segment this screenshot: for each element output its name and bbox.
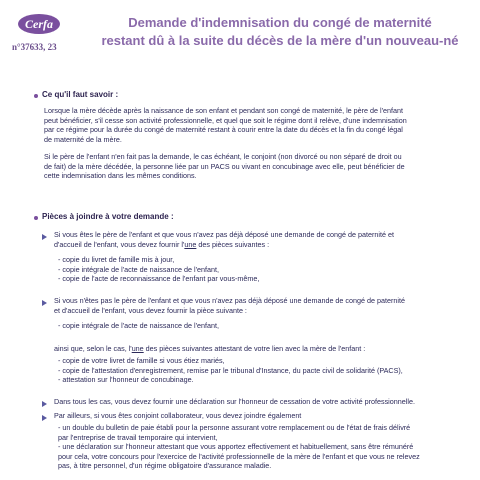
block1-line1: Si vous êtes le père de l'enfant et que vous n'avez pas déjà déposé une demande de congé de paternité et: [54, 230, 395, 239]
list-item: - un double du bulletin de paie établi pour la personne assurant votre remplacement ou de l'état de frais délivré: [58, 423, 411, 432]
list-item: pas, à titre personnel, d'un régime obligatoire d'assurance maladie.: [58, 461, 272, 471]
arrow-icon: [42, 415, 47, 421]
block2-line1: Si vous n'êtes pas le père de l'enfant et que vous n'avez pas déjà déposé une demande de congé de paternité: [54, 296, 405, 305]
block1-list: [58, 255, 259, 284]
pieces-block-2: [54, 296, 405, 315]
list-item: - copie intégrale de l'acte de naissance de l'enfant,: [58, 264, 219, 274]
list-item: - une déclaration sur l'honneur attestant que vous apportez effectivement et habituellement, sans être rémunéré: [58, 442, 414, 452]
form-number: n°37633, 23: [12, 42, 57, 52]
info-p2-line: de fait) de la mère décédée, la personne liée par un PACS ou vivant en concubinage avec elle, peut bénéficier de: [44, 161, 405, 171]
info-paragraph-2: [44, 152, 405, 181]
info-p2-line: Si le père de l'enfant n'en fait pas la demande, le cas échéant, le conjoint (non divorcé ou non séparé de droit ou: [44, 152, 402, 161]
list-item: - copie de votre livret de famille si vous étiez mariés,: [58, 356, 225, 365]
pieces-block-4: Par ailleurs, si vous êtes conjoint collaborateur, vous devez joindre également: [54, 411, 302, 420]
document-title: [90, 14, 470, 50]
list-item: pour cela, votre concours pour l'exercice de l'activité professionnelle de la mère de l'enfant et que vous ne relevez: [58, 451, 420, 461]
pieces-block-1: [54, 230, 394, 249]
info-p1-line: peut bénéficier, s'il cesse son activité professionnelle, et quel que soit le régime dont il relève, d'une indemnisation: [44, 115, 407, 125]
list-item: - attestation sur l'honneur de concubinage.: [58, 375, 194, 385]
cerfa-logo-oval: [18, 14, 60, 34]
block2-list: [58, 356, 403, 385]
list-item: - copie du livret de famille mis à jour,: [58, 255, 175, 264]
block2-item1: - copie intégrale de l'acte de naissance de l'enfant,: [58, 321, 219, 330]
block2-line2: et d'accueil de l'enfant, vous devez fournir la pièce suivante :: [54, 305, 247, 315]
block2-line3: ainsi que, selon le cas, l'une des pièces suivantes attestant de votre lien avec la mère de l'enfant :: [54, 344, 366, 353]
arrow-icon: [42, 300, 47, 306]
block4-list: [58, 423, 420, 471]
arrow-icon: [42, 234, 47, 240]
title-line-2: restant dû à la suite du décès de la mère d'un nouveau-né: [101, 33, 459, 48]
info-paragraph-1: [44, 106, 407, 144]
info-p2-line: cette indemnisation dans les mêmes conditions.: [44, 171, 197, 181]
pieces-block-3: Dans tous les cas, vous devez fournir une déclaration sur l'honneur de cessation de votre activité professionnelle.: [54, 397, 415, 406]
pieces-heading: Pièces à joindre à votre demande :: [42, 212, 174, 221]
cerfa-logo: [18, 14, 62, 36]
pieces-bullet-icon: [34, 216, 38, 220]
block1-line2: d'accueil de l'enfant, vous devez fournir l'une des pièces suivantes :: [54, 239, 270, 249]
info-bullet-icon: [34, 94, 38, 98]
list-item: - copie de l'attestation d'enregistrement, remise par le tribunal d'Instance, du pacte civil de solidarité (PACS),: [58, 365, 403, 375]
arrow-icon: [42, 401, 47, 407]
title-line-1: Demande d'indemnisation du congé de maternité: [128, 15, 432, 30]
cerfa-logo-text: Cerfa: [25, 16, 53, 31]
info-p1-line: Lorsque la mère décède après la naissance de son enfant et pendant son congé de maternité, le père de l'enfant: [44, 106, 403, 115]
info-p1-line: par ce régime pour la durée du congé de maternité restant à courir entre la date du décès et la fin du congé légal: [44, 125, 403, 135]
info-heading: Ce qu'il faut savoir :: [42, 90, 119, 99]
list-item: - copie de l'acte de reconnaissance de l'enfant par vous-même,: [58, 274, 260, 284]
list-item: par l'entreprise de travail temporaire qui intervient,: [58, 432, 218, 442]
info-p1-line: de maternité de la mère.: [44, 134, 122, 144]
